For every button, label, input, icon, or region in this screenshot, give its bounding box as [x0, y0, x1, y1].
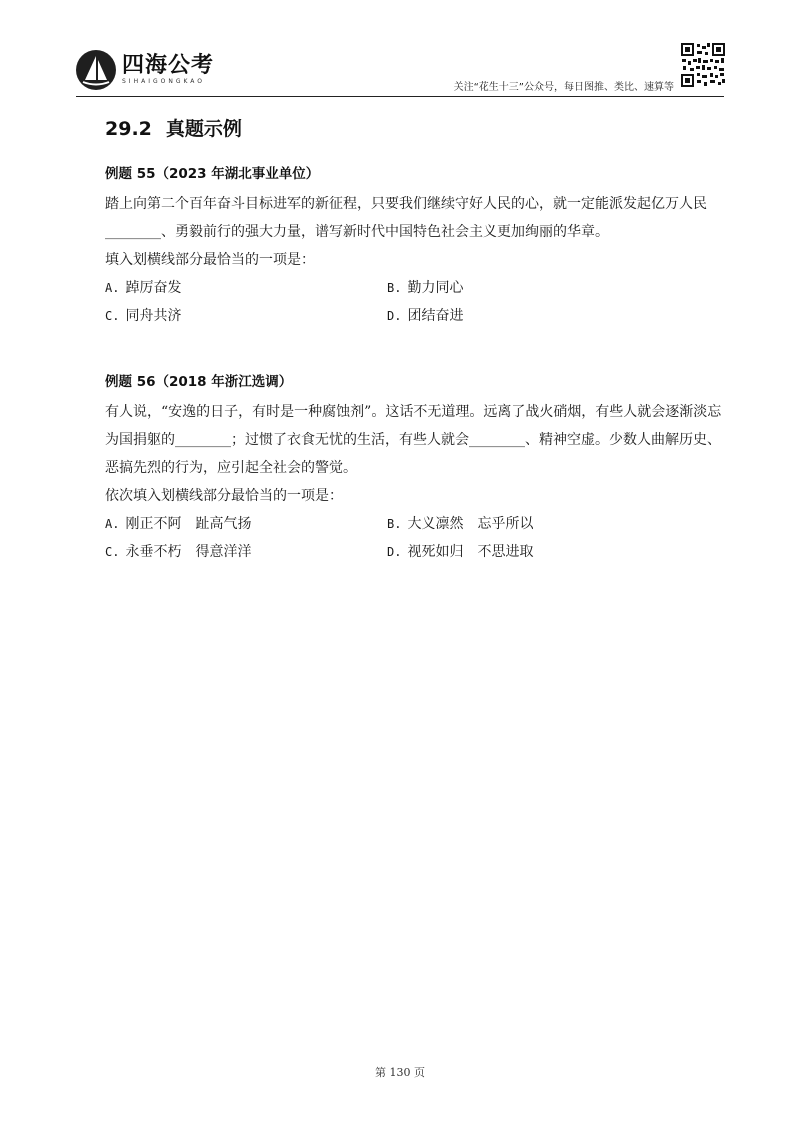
option-d: D. 团结奋进 — [387, 308, 464, 324]
section-number: 29.2 — [105, 118, 152, 140]
example-stem: 有人说，“安逸的日子，有时是一种腐蚀剂”。这话不无道理。远离了战火硝烟，有些人就会逐渐淡忘为国捐躯的________；过惯了衣食无忧的生活，有些人就会________、精神空虚。少数人曲解历史、恶搞先烈的行为，应引起全社会的警觉。 — [105, 404, 722, 476]
example-title: 例题 56（2018 年浙江选调） — [105, 374, 293, 390]
option-list — [105, 274, 725, 330]
option-b: B. 勤力同心 — [387, 280, 464, 296]
section-heading — [105, 114, 242, 141]
section-title: 真题示例 — [165, 118, 242, 140]
option-list — [105, 510, 725, 566]
example-56 — [105, 372, 725, 566]
brand-logo — [76, 50, 214, 90]
option-a: A. 刚正不阿 趾高气扬 — [105, 516, 252, 532]
page-number: 第 130 页 — [375, 1066, 425, 1079]
example-prompt: 填入划横线部分最恰当的一项是： — [105, 252, 315, 268]
option-d: D. 视死如归 不思进取 — [387, 544, 534, 560]
example-stem: 踏上向第二个百年奋斗目标进军的新征程，只要我们继续守好人民的心，就一定能派发起亿万人民________、勇毅前行的强大力量，谱写新时代中国特色社会主义更加绚丽的华章。 — [105, 196, 707, 240]
option-c: C. 同舟共济 — [105, 308, 182, 324]
example-prompt: 依次填入划横线部分最恰当的一项是： — [105, 488, 343, 504]
logo-name-en: SIHAIGONGKAO — [122, 78, 206, 85]
header-slogan: 关注“花生十三”公众号，每日图推、类比、速算等 — [453, 82, 674, 93]
option-a: A. 踔厉奋发 — [105, 280, 182, 296]
logo-name-cn: 四海公考 — [122, 53, 215, 78]
header-divider — [76, 96, 724, 97]
example-55 — [105, 164, 725, 330]
sailboat-logo-icon — [76, 50, 116, 90]
option-b: B. 大义凛然 忘乎所以 — [387, 516, 534, 532]
qr-code-icon — [680, 42, 726, 88]
example-title: 例题 55（2023 年湖北事业单位） — [105, 166, 320, 182]
option-c: C. 永垂不朽 得意洋洋 — [105, 544, 252, 560]
page-header — [76, 40, 726, 100]
